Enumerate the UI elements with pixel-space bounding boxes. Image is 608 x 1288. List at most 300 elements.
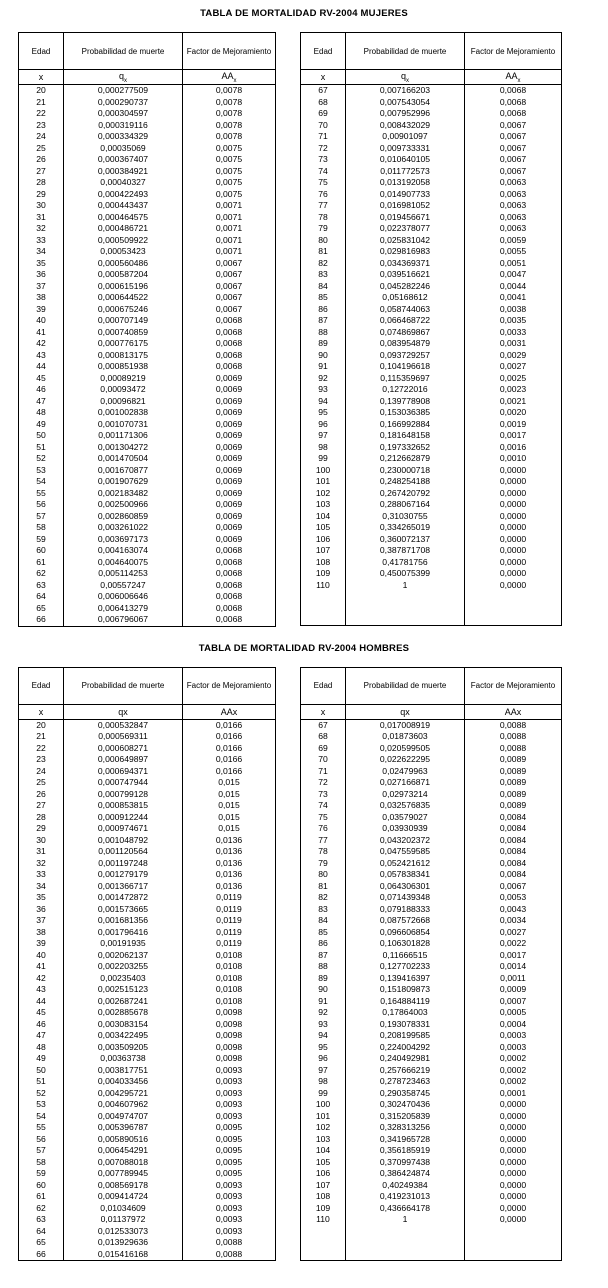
qx-cell: 0,356185919 (346, 1145, 465, 1157)
qx-cell: 0,000694371 (64, 766, 183, 778)
aax-cell: 0,0027 (465, 927, 562, 939)
age-cell: 28 (19, 177, 64, 189)
table-row (19, 212, 276, 224)
qx-cell: 0,064306301 (346, 881, 465, 893)
aax-cell: 0,0093 (183, 1076, 276, 1088)
age-cell: 49 (19, 1053, 64, 1065)
age-cell: 20 (19, 719, 64, 731)
aax-cell: 0,0166 (183, 743, 276, 755)
aax-cell: 0,0166 (183, 731, 276, 743)
table-row (19, 292, 276, 304)
qx-cell: 0,074869867 (346, 327, 465, 339)
aax-cell: 0,0055 (465, 246, 562, 258)
qx-cell: 0,000747944 (64, 777, 183, 789)
aax-cell: 0,0071 (183, 235, 276, 247)
age-cell: 58 (19, 522, 64, 534)
age-cell: 30 (19, 835, 64, 847)
table-row (19, 1122, 276, 1134)
column-symbol: $q_x$ (64, 70, 183, 85)
empty-cell (183, 1260, 276, 1261)
qx-cell: 0,00901097 (346, 131, 465, 143)
aax-cell: 0,0000 (465, 465, 562, 477)
table-row (19, 1191, 276, 1203)
table-row (301, 534, 562, 546)
qx-cell: 0,278723463 (346, 1076, 465, 1088)
table-row (301, 568, 562, 580)
age-cell: 84 (301, 281, 346, 293)
age-cell: 42 (19, 973, 64, 985)
qx-cell: 0,020599505 (346, 743, 465, 755)
table-row (301, 499, 562, 511)
qx-cell: 0,029816983 (346, 246, 465, 258)
table-row (301, 1088, 562, 1100)
qx-cell: 0,032576835 (346, 800, 465, 812)
aax-cell: 0,0136 (183, 835, 276, 847)
aax-cell: 0,015 (183, 800, 276, 812)
column-symbol: $AA_x$ (465, 70, 562, 85)
age-cell: 83 (301, 904, 346, 916)
age-cell: 85 (301, 927, 346, 939)
age-cell: 46 (19, 1019, 64, 1031)
table-row (301, 120, 562, 132)
age-cell: 108 (301, 557, 346, 569)
aax-cell: 0,0093 (183, 1111, 276, 1123)
table-row (301, 1030, 562, 1042)
age-cell: 53 (19, 1099, 64, 1111)
age-cell: 99 (301, 1088, 346, 1100)
table-row (19, 835, 276, 847)
aax-cell: 0,0071 (183, 223, 276, 235)
age-cell: 110 (301, 1214, 346, 1226)
age-cell: 38 (19, 292, 64, 304)
qx-cell: 0,016981052 (346, 200, 465, 212)
table-row (301, 973, 562, 985)
aax-cell: 0,0005 (465, 1007, 562, 1019)
table-row (19, 166, 276, 178)
table-row (301, 1203, 562, 1215)
age-cell: 70 (301, 754, 346, 766)
mortality-panel-table (18, 667, 276, 1262)
age-cell: 43 (19, 984, 64, 996)
aax-cell: 0,0084 (465, 823, 562, 835)
age-cell: 106 (301, 1168, 346, 1180)
qx-cell: 0,000587204 (64, 269, 183, 281)
aax-cell: 0,015 (183, 823, 276, 835)
table-row (19, 97, 276, 109)
age-cell: 78 (301, 212, 346, 224)
mortality-panel-table (18, 32, 276, 627)
aax-cell: 0,0088 (465, 731, 562, 743)
table-row (301, 430, 562, 442)
aax-cell: 0,0069 (183, 373, 276, 385)
qx-cell: 0,004974707 (64, 1111, 183, 1123)
table-row (301, 522, 562, 534)
qx-cell: 0,386424874 (346, 1168, 465, 1180)
mujeres-panels (18, 32, 608, 627)
column-symbol: x (19, 704, 64, 719)
age-cell: 76 (301, 189, 346, 201)
column-symbol: qx (346, 704, 465, 719)
age-cell: 63 (19, 1214, 64, 1226)
age-cell: 57 (19, 511, 64, 523)
table-row (19, 200, 276, 212)
column-header: Probabilidad de muerte (64, 667, 183, 704)
aax-cell: 0,0067 (465, 881, 562, 893)
age-cell: 79 (301, 858, 346, 870)
age-cell: 78 (301, 846, 346, 858)
aax-cell: 0,0069 (183, 511, 276, 523)
aax-cell: 0,0089 (465, 800, 562, 812)
aax-cell: 0,0095 (183, 1122, 276, 1134)
table-row (19, 177, 276, 189)
aax-cell: 0,0067 (465, 143, 562, 155)
table-row (301, 131, 562, 143)
empty-cell (346, 1226, 465, 1261)
aax-cell: 0,0084 (465, 835, 562, 847)
symbol-row (19, 70, 276, 85)
aax-cell: 0,0075 (183, 154, 276, 166)
table-row (19, 557, 276, 569)
qx-cell: 0,000509922 (64, 235, 183, 247)
age-cell: 109 (301, 568, 346, 580)
table-row (19, 396, 276, 408)
table-row (19, 846, 276, 858)
qx-cell: 0,000304597 (64, 108, 183, 120)
aax-cell: 0,0002 (465, 1053, 562, 1065)
aax-cell: 0,0093 (183, 1065, 276, 1077)
age-cell: 32 (19, 858, 64, 870)
age-cell: 103 (301, 499, 346, 511)
aax-cell: 0,0000 (465, 1122, 562, 1134)
age-cell: 26 (19, 154, 64, 166)
qx-cell: 0,00089219 (64, 373, 183, 385)
age-cell: 99 (301, 453, 346, 465)
table-row (19, 1042, 276, 1054)
qx-cell: 0,208199585 (346, 1030, 465, 1042)
qx-cell: 0,315205839 (346, 1111, 465, 1123)
age-cell: 91 (301, 996, 346, 1008)
qx-cell: 0,058744063 (346, 304, 465, 316)
table-row (301, 511, 562, 523)
qx-cell: 0,004163074 (64, 545, 183, 557)
age-cell: 80 (301, 869, 346, 881)
age-cell: 44 (19, 361, 64, 373)
table-row (301, 719, 562, 731)
aax-cell: 0,0069 (183, 534, 276, 546)
aax-cell: 0,015 (183, 777, 276, 789)
age-cell: 65 (19, 603, 64, 615)
table-row (301, 108, 562, 120)
column-header: Factor de Mejoramiento (465, 33, 562, 70)
age-cell: 88 (301, 961, 346, 973)
qx-cell: 0,002515123 (64, 984, 183, 996)
qx-cell: 0,006454291 (64, 1145, 183, 1157)
hombres-panel-ages-20-66 (18, 667, 276, 1262)
qx-cell: 0,002062137 (64, 950, 183, 962)
table-row (19, 580, 276, 592)
qx-cell: 0,40249384 (346, 1180, 465, 1192)
aax-cell: 0,0000 (465, 534, 562, 546)
qx-cell: 0,005114253 (64, 568, 183, 580)
qx-cell: 0,000776175 (64, 338, 183, 350)
qx-cell: 0,000384921 (64, 166, 183, 178)
age-cell: 32 (19, 223, 64, 235)
age-cell: 104 (301, 1145, 346, 1157)
aax-cell: 0,015 (183, 789, 276, 801)
qx-cell: 0,17864003 (346, 1007, 465, 1019)
qx-cell: 0,193078331 (346, 1019, 465, 1031)
table-row (19, 1053, 276, 1065)
table-row (19, 1203, 276, 1215)
qx-cell: 0,009733331 (346, 143, 465, 155)
aax-cell: 0,0166 (183, 754, 276, 766)
qx-cell: 0,000813175 (64, 350, 183, 362)
qx-cell: 0,166992884 (346, 419, 465, 431)
aax-cell: 0,0089 (465, 754, 562, 766)
qx-cell: 0,001002838 (64, 407, 183, 419)
empty-filler-row (19, 1260, 276, 1261)
table-row (19, 823, 276, 835)
qx-cell: 0,139416397 (346, 973, 465, 985)
aax-cell: 0,0068 (183, 361, 276, 373)
aax-cell: 0,0108 (183, 961, 276, 973)
age-cell: 102 (301, 1122, 346, 1134)
age-cell: 79 (301, 223, 346, 235)
age-cell: 22 (19, 108, 64, 120)
age-cell: 33 (19, 869, 64, 881)
age-cell: 85 (301, 292, 346, 304)
qx-cell: 0,000443437 (64, 200, 183, 212)
aax-cell: 0,0067 (183, 258, 276, 270)
table-row (301, 869, 562, 881)
aax-cell: 0,0108 (183, 950, 276, 962)
empty-cell (301, 591, 346, 626)
aax-cell: 0,0067 (465, 120, 562, 132)
table-row (301, 823, 562, 835)
aax-cell: 0,0088 (465, 743, 562, 755)
table-row (19, 258, 276, 270)
table-row (19, 246, 276, 258)
age-cell: 48 (19, 407, 64, 419)
qx-cell: 0,370997438 (346, 1157, 465, 1169)
aax-cell: 0,0069 (183, 476, 276, 488)
qx-cell: 0,436664178 (346, 1203, 465, 1215)
age-cell: 87 (301, 315, 346, 327)
aax-cell: 0,0000 (465, 488, 562, 500)
age-cell: 71 (301, 766, 346, 778)
table-row (19, 1099, 276, 1111)
age-cell: 86 (301, 938, 346, 950)
aax-cell: 0,0020 (465, 407, 562, 419)
age-cell: 73 (301, 789, 346, 801)
table-row (301, 743, 562, 755)
table-row (19, 120, 276, 132)
column-header: Edad (301, 667, 346, 704)
aax-cell: 0,0011 (465, 973, 562, 985)
aax-cell: 0,0000 (465, 1134, 562, 1146)
qx-cell: 0,007166203 (346, 85, 465, 97)
aax-cell: 0,0068 (183, 338, 276, 350)
aax-cell: 0,0075 (183, 177, 276, 189)
qx-cell: 0,248254188 (346, 476, 465, 488)
table-row (19, 950, 276, 962)
age-cell: 105 (301, 522, 346, 534)
column-header: Factor de Mejoramiento (183, 667, 276, 704)
age-cell: 97 (301, 430, 346, 442)
aax-cell: 0,015 (183, 812, 276, 824)
table-row (19, 223, 276, 235)
age-cell: 56 (19, 499, 64, 511)
age-cell: 33 (19, 235, 64, 247)
table-row (19, 1076, 276, 1088)
empty-filler-row (301, 1226, 562, 1261)
age-cell: 73 (301, 154, 346, 166)
qx-cell: 0,02973214 (346, 789, 465, 801)
table-row (19, 511, 276, 523)
table-row (19, 189, 276, 201)
age-cell: 31 (19, 212, 64, 224)
aax-cell: 0,0022 (465, 938, 562, 950)
aax-cell: 0,0000 (465, 511, 562, 523)
table-row (19, 361, 276, 373)
qx-cell: 0,334265019 (346, 522, 465, 534)
qx-cell: 0,001120564 (64, 846, 183, 858)
table-row (19, 766, 276, 778)
qx-cell: 0,104196618 (346, 361, 465, 373)
table-row (19, 1249, 276, 1261)
age-cell: 92 (301, 1007, 346, 1019)
aax-cell: 0,0067 (183, 281, 276, 293)
age-cell: 96 (301, 1053, 346, 1065)
aax-cell: 0,0001 (465, 1088, 562, 1100)
aax-cell: 0,0166 (183, 766, 276, 778)
qx-cell: 0,007088018 (64, 1157, 183, 1169)
qx-cell: 0,000851938 (64, 361, 183, 373)
table-row (19, 614, 276, 626)
aax-cell: 0,0093 (183, 1180, 276, 1192)
column-header: Edad (19, 667, 64, 704)
table-row (301, 1042, 562, 1054)
qx-cell: 0,230000718 (346, 465, 465, 477)
aax-cell: 0,0025 (465, 373, 562, 385)
aax-cell: 0,0075 (183, 143, 276, 155)
qx-cell: 0,00557247 (64, 580, 183, 592)
age-cell: 22 (19, 743, 64, 755)
aax-cell: 0,0136 (183, 881, 276, 893)
qx-cell: 0,02479963 (346, 766, 465, 778)
aax-cell: 0,0108 (183, 984, 276, 996)
age-cell: 40 (19, 950, 64, 962)
aax-cell: 0,0017 (465, 950, 562, 962)
aax-cell: 0,0068 (183, 614, 276, 626)
aax-cell: 0,0098 (183, 1019, 276, 1031)
table-row (19, 476, 276, 488)
table-row (19, 304, 276, 316)
qx-cell: 0,022622295 (346, 754, 465, 766)
age-cell: 106 (301, 534, 346, 546)
qx-cell: 0,00096821 (64, 396, 183, 408)
age-cell: 63 (19, 580, 64, 592)
qx-cell: 0,019456671 (346, 212, 465, 224)
table-row (301, 1111, 562, 1123)
qx-cell: 0,00235403 (64, 973, 183, 985)
age-cell: 107 (301, 1180, 346, 1192)
aax-cell: 0,0108 (183, 996, 276, 1008)
age-cell: 37 (19, 281, 64, 293)
age-cell: 74 (301, 800, 346, 812)
table-row (301, 858, 562, 870)
aax-cell: 0,0068 (183, 557, 276, 569)
aax-cell: 0,0019 (465, 419, 562, 431)
age-cell: 59 (19, 534, 64, 546)
aax-cell: 0,0084 (465, 812, 562, 824)
qx-cell: 0,127702233 (346, 961, 465, 973)
qx-cell: 0,013192058 (346, 177, 465, 189)
table-row (301, 789, 562, 801)
table-row (301, 315, 562, 327)
age-cell: 23 (19, 754, 64, 766)
aax-cell: 0,0007 (465, 996, 562, 1008)
aax-cell: 0,0089 (465, 789, 562, 801)
table-row (301, 1145, 562, 1157)
aax-cell: 0,0059 (465, 235, 562, 247)
age-cell: 56 (19, 1134, 64, 1146)
table-row (19, 407, 276, 419)
table-row (301, 384, 562, 396)
age-cell: 59 (19, 1168, 64, 1180)
table-row (301, 731, 562, 743)
column-symbol: qx (64, 704, 183, 719)
qx-cell: 0,003083154 (64, 1019, 183, 1031)
age-cell: 47 (19, 1030, 64, 1042)
table-row (19, 1111, 276, 1123)
qx-cell: 0,003817751 (64, 1065, 183, 1077)
age-cell: 54 (19, 476, 64, 488)
table-row (301, 304, 562, 316)
table-row (301, 1168, 562, 1180)
age-cell: 89 (301, 338, 346, 350)
aax-cell: 0,0093 (183, 1099, 276, 1111)
qx-cell: 0,197332652 (346, 442, 465, 454)
qx-cell: 0,000675246 (64, 304, 183, 316)
age-cell: 103 (301, 1134, 346, 1146)
qx-cell: 0,008569178 (64, 1180, 183, 1192)
age-cell: 35 (19, 258, 64, 270)
table-row (19, 915, 276, 927)
table-row (19, 1065, 276, 1077)
qx-cell: 0,212662879 (346, 453, 465, 465)
aax-cell: 0,0068 (183, 591, 276, 603)
aax-cell: 0,0000 (465, 1145, 562, 1157)
age-cell: 65 (19, 1237, 64, 1249)
age-cell: 36 (19, 904, 64, 916)
table-row (301, 292, 562, 304)
table-row (301, 223, 562, 235)
table-row (301, 1180, 562, 1192)
aax-cell: 0,0003 (465, 1030, 562, 1042)
table-row (301, 915, 562, 927)
qx-cell: 0,001070731 (64, 419, 183, 431)
age-cell: 72 (301, 143, 346, 155)
table-row (301, 419, 562, 431)
qx-cell: 0,00191935 (64, 938, 183, 950)
table-row (19, 984, 276, 996)
age-cell: 109 (301, 1203, 346, 1215)
qx-cell: 0,001907629 (64, 476, 183, 488)
aax-cell: 0,0068 (465, 108, 562, 120)
qx-cell: 0,000649897 (64, 754, 183, 766)
age-cell: 72 (301, 777, 346, 789)
